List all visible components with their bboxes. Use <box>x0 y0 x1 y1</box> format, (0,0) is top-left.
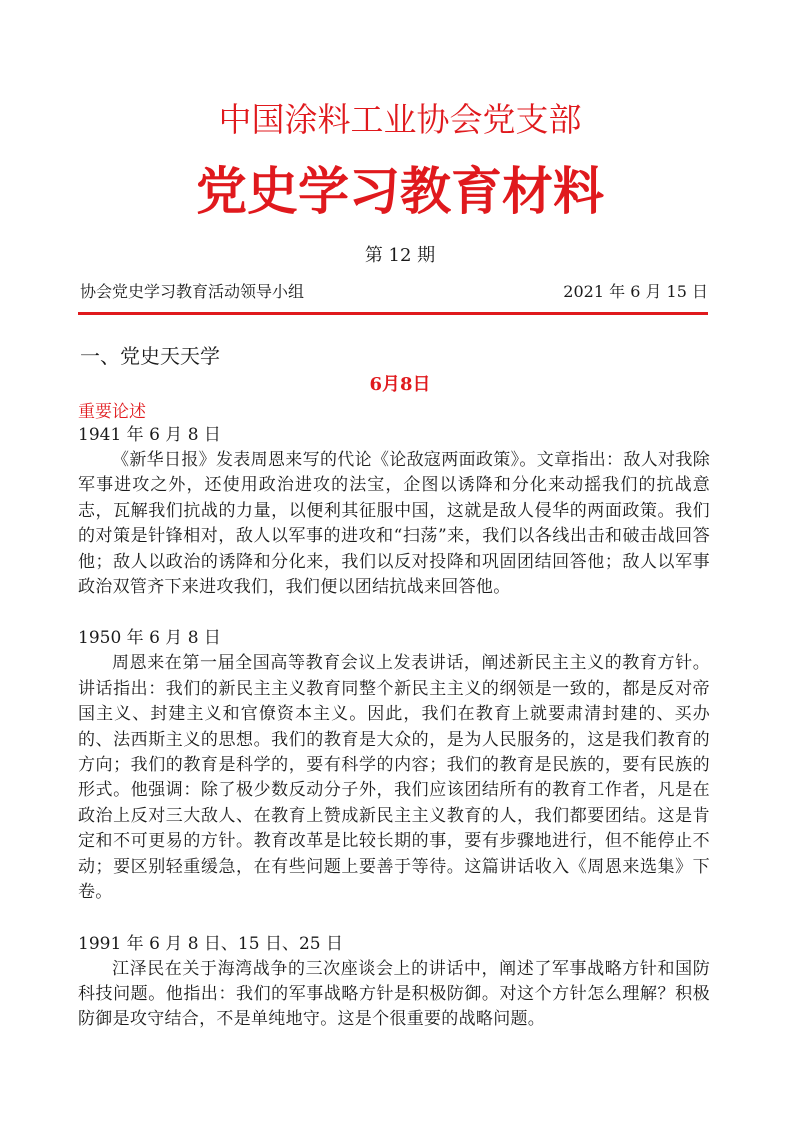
entries-list <box>78 423 710 1033</box>
entry-date: 1941 年 6 月 8 日 <box>78 425 221 445</box>
issuer-name: 协会党史学习教育活动领导小组 <box>80 282 305 301</box>
history-entry <box>78 423 710 600</box>
header-divider <box>78 312 708 315</box>
entry-body: 周恩来在第一届全国高等教育会议上发表讲话，阐述新民主主义的教育方针。讲话指出：我们的新民主主义教育同整个新民主主义的纲领是一致的，都是反对帝国主义、封建主义和官僚资本主义。因此，我们在教育上就要肃清封建的、买办的、法西斯主义的思想。我们的教育是大众的，是为人民服务的，这是我们教育的方向；我们的教育是科学的，要有科学的内容；我们的教育是民族的，要有民族的形式。他强调：除了极少数反动分子外，我们应该团结所有的教育工作者，凡是在政治上反对三大敌人、在教育上赞成新民主主义教育的人，我们都要团结。这是肯定和不可更易的方针。教育改革是比较长期的事，要有步骤地进行，但不能停止不动；要区别轻重缓急，在有些问题上要善于等待。这篇讲话收入《周恩来选集》下卷。 <box>78 653 710 903</box>
issue-date: 2021 年 6 月 15 日 <box>563 282 708 301</box>
day-heading: 6月8日 <box>369 374 431 395</box>
section-title: 一、党史天天学 <box>80 344 220 368</box>
entry-body: 江泽民在关于海湾战争的三次座谈会上的讲话中，阐述了军事战略方针和国防科技问题。他指出：我们的军事战略方针是积极防御。对这个方针怎么理解？积极防御是攻守结合，不是单纯地守。这是个很重要的战略问题。 <box>78 958 710 1030</box>
history-entry <box>78 932 710 1033</box>
issue-number: 第 12 期 <box>364 245 436 266</box>
category-label: 重要论述 <box>78 402 146 422</box>
document-title: 党史学习教育材料 <box>195 162 604 222</box>
history-entry <box>78 626 710 905</box>
entry-date: 1950 年 6 月 8 日 <box>78 628 221 649</box>
entry-body: 《新华日报》发表周恩来写的代论《论敌寇两面政策》。文章指出：敌人对我除军事进攻之外，还使用政治进攻的法宝，企图以诱降和分化来动摇我们的抗战意志，瓦解我们抗战的力量，以便利其征服中国，这就是敌人侵华的两面政策。我们的对策是针锋相对，敌人以军事的进攻和“扫荡”来，我们以各线出击和破击战回答他；敌人以政治的诱降和分化来，我们以反对投降和巩固团结回答他；敌人以军事政治双管齐下来进攻我们，我们便以团结抗战来回答他。 <box>78 450 710 598</box>
organization-title: 中国涂料工业协会党支部 <box>218 100 582 139</box>
entry-date: 1991 年 6 月 8 日、15 日、25 日 <box>78 933 343 954</box>
